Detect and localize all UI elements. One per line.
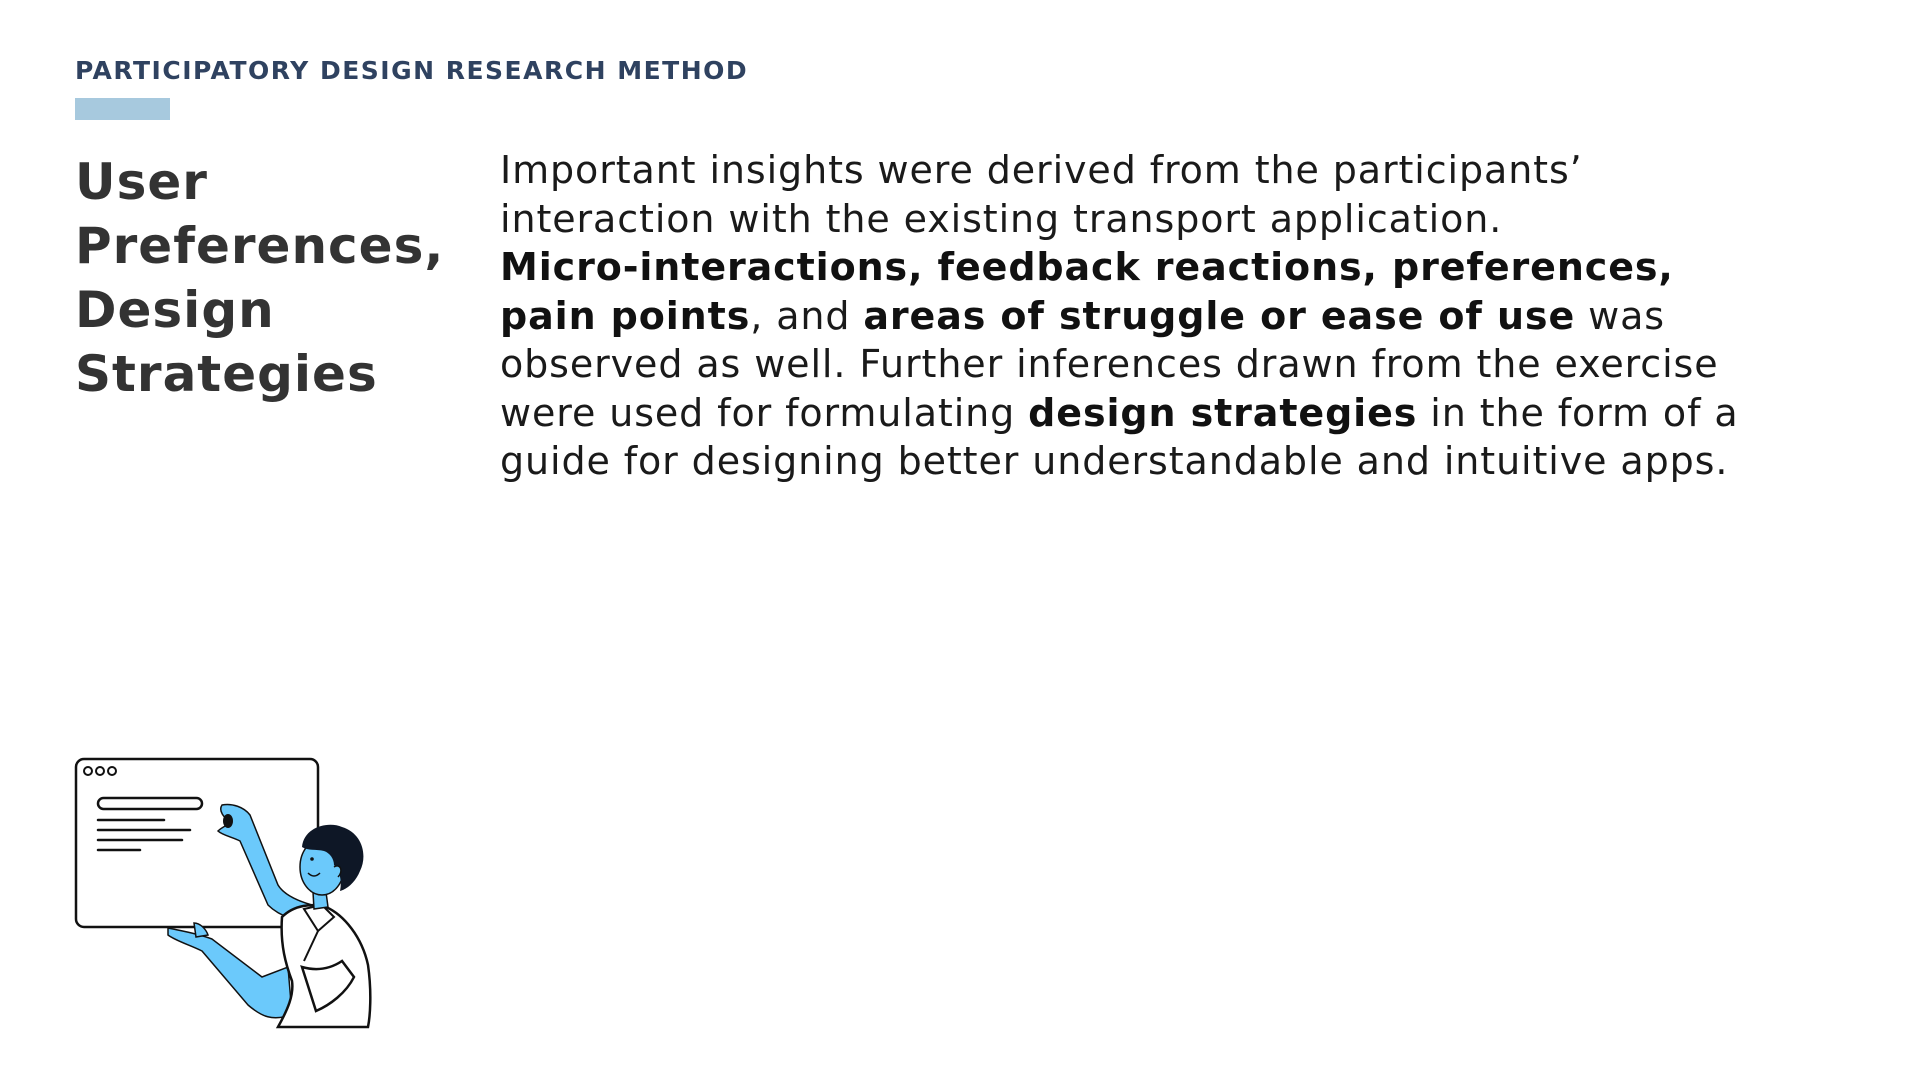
title-line: Strategies — [75, 345, 378, 403]
body-text-run: in the form of a — [1417, 390, 1739, 435]
body-text-run: , and — [750, 293, 864, 338]
body-text-run: were used for formulating — [500, 390, 1029, 435]
body-emphasis: design strategies — [1028, 390, 1418, 435]
body-emphasis: areas of struggle or ease of use — [863, 293, 1576, 338]
title-line: Design — [75, 281, 275, 339]
body-emphasis: pain points — [500, 293, 751, 338]
page-title — [75, 150, 475, 406]
title-line: Preferences, — [75, 217, 445, 275]
body-line: guide for designing better understandable and intuitive apps. — [500, 439, 1729, 483]
accent-bar — [75, 98, 170, 120]
person-eye — [310, 857, 314, 861]
body-line: observed as well. Further inferences drawn from the exercise — [500, 342, 1719, 386]
person-lower-arm — [168, 928, 292, 1018]
body-text-run: was — [1575, 293, 1665, 338]
body-line: Important insights were derived from the participants’ — [500, 148, 1583, 192]
body-line — [500, 292, 1860, 341]
title-line: User — [75, 153, 208, 211]
person-fingertip — [223, 814, 233, 828]
body-paragraph — [500, 146, 1860, 486]
person-presenting-browser-window-icon — [72, 755, 432, 1035]
body-line: interaction with the existing transport application. — [500, 196, 1503, 241]
body-line — [500, 389, 1860, 438]
section-eyebrow: PARTICIPATORY DESIGN RESEARCH METHOD — [75, 56, 749, 85]
body-emphasis: Micro-interactions, feedback reactions, preferences, — [500, 245, 1674, 289]
body-line — [500, 243, 1860, 292]
